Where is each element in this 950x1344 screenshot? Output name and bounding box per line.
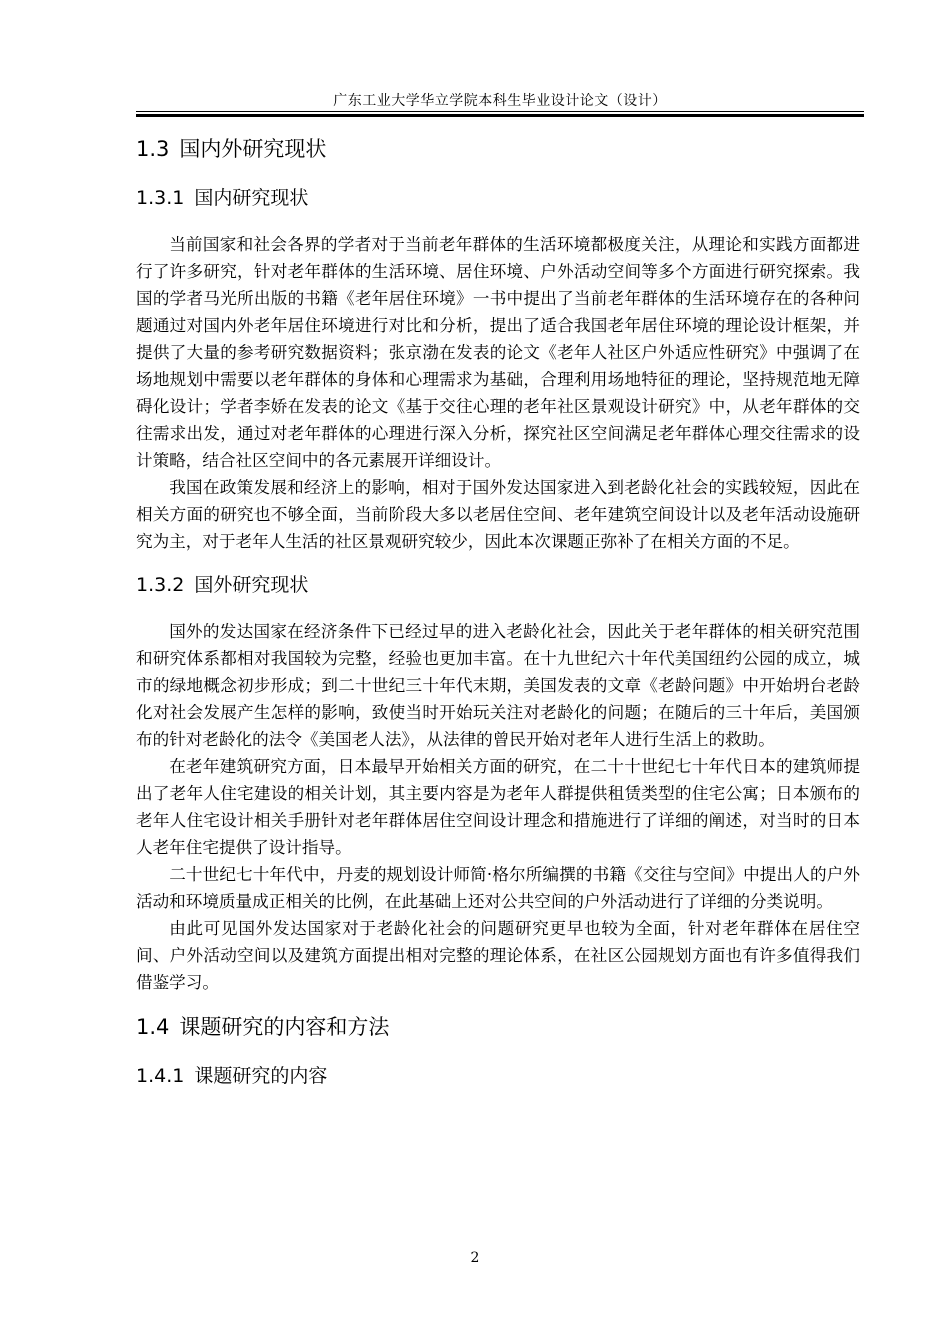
page-content <box>136 134 860 1109</box>
subsection-title: 国内研究现状 <box>194 187 309 209</box>
paragraph: 在老年建筑研究方面，日本最早开始相关方面的研究，在二十十世纪七十年代日本的建筑师提出了老年人住宅建设的相关计划，其主要内容是为老年人群提供租赁类型的住宅公寓；日本颁布的老年人住宅设计相关手册针对老年群体居住空间设计理念和措施进行了详细的阐述，对当时的日本人老年住宅提供了设计指导。 <box>136 757 860 857</box>
subsection-heading-1-4-1 <box>136 1062 860 1090</box>
paragraph: 当前国家和社会各界的学者对于当前老年群体的生活环境都极度关注，从理论和实践方面都进行了许多研究，针对老年群体的生活环境、居住环境、户外活动空间等多个方面进行研究探索。我国的学者马光所出版的书籍《老年居住环境》一书中提出了当前老年群体的生活环境存在的各种问题通过对国内外老年居住环境进行对比和分析，提出了适合我国老年居住环境的理论设计框架，并提供了大量的参考研究数据资料；张京渤在发表的论文《老年人社区户外适应性研究》中强调了在场地规划中需要以老年群体的身体和心理需求为基础，合理利用场地特征的理论，坚持规范地无障碍化设计；学者李娇在发表的论文《基于交往心理的老年社区景观设计研究》中，从老年群体的交往需求出发，通过对老年群体的心理进行深入分析，探究社区空间满足老年群体心理交往需求的设计策略，结合社区空间中的各元素展开详细设计。 <box>136 235 860 470</box>
subsection-title: 课题研究的内容 <box>194 1065 328 1087</box>
paragraph: 二十世纪七十年代中，丹麦的规划设计师简·格尔所编撰的书籍《交往与空间》中提出人的户外活动和环境质量成正相关的比例，在此基础上还对公共空间的户外活动进行了详细的分类说明。 <box>136 865 860 911</box>
section-title: 国内外研究现状 <box>179 137 327 161</box>
subsection-heading-1-3-2 <box>136 571 860 599</box>
subsection-number: 1.4.1 <box>136 1065 185 1087</box>
section-title: 课题研究的内容和方法 <box>179 1015 390 1039</box>
header-rule-thin <box>136 111 864 112</box>
paragraph: 国外的发达国家在经济条件下已经过早的进入老龄化社会，因此关于老年群体的相关研究范围和研究体系都相对我国较为完整，经验也更加丰富。在十九世纪六十年代美国纽约公园的成立，城市的绿地概念初步形成；到二十世纪三十年代末期，美国发表的文章《老龄问题》中开始坍台老龄化对社会发展产生怎样的影响，致使当时开始玩关注对老龄化的问题；在随后的三十年后，美国颁布的针对老龄化的法令《美国老人法》，从法律的曾民开始对老年人进行生活上的救助。 <box>136 622 860 749</box>
running-header: 广东工业大学华立学院本科生毕业设计论文（设计） <box>333 93 667 109</box>
subsection-number: 1.3.1 <box>136 187 185 209</box>
page-number: 2 <box>470 1250 480 1266</box>
section-heading-1-4 <box>136 1012 860 1042</box>
domestic-research-body <box>136 231 860 555</box>
section-number: 1.4 <box>136 1015 170 1039</box>
paragraph: 我国在政策发展和经济上的影响，相对于国外发达国家进入到老龄化社会的实践较短，因此在相关方面的研究也不够全面，当前阶段大多以老居住空间、老年建筑空间设计以及老年活动设施研究为主，对于老年人生活的社区景观研究较少，因此本次课题正弥补了在相关方面的不足。 <box>136 478 860 551</box>
subsection-heading-1-3-1 <box>136 184 860 212</box>
foreign-research-body <box>136 618 860 996</box>
section-heading-1-3 <box>136 134 860 164</box>
subsection-title: 国外研究现状 <box>194 574 309 596</box>
section-number: 1.3 <box>136 137 170 161</box>
paragraph: 由此可见国外发达国家对于老龄化社会的问题研究更早也较为全面，针对老年群体在居住空间、户外活动空间以及建筑方面提出相对完整的理论体系，在社区公园规划方面也有许多值得我们借鉴学习。 <box>136 919 860 992</box>
header-rule-thick <box>136 114 864 117</box>
subsection-number: 1.3.2 <box>136 574 185 596</box>
